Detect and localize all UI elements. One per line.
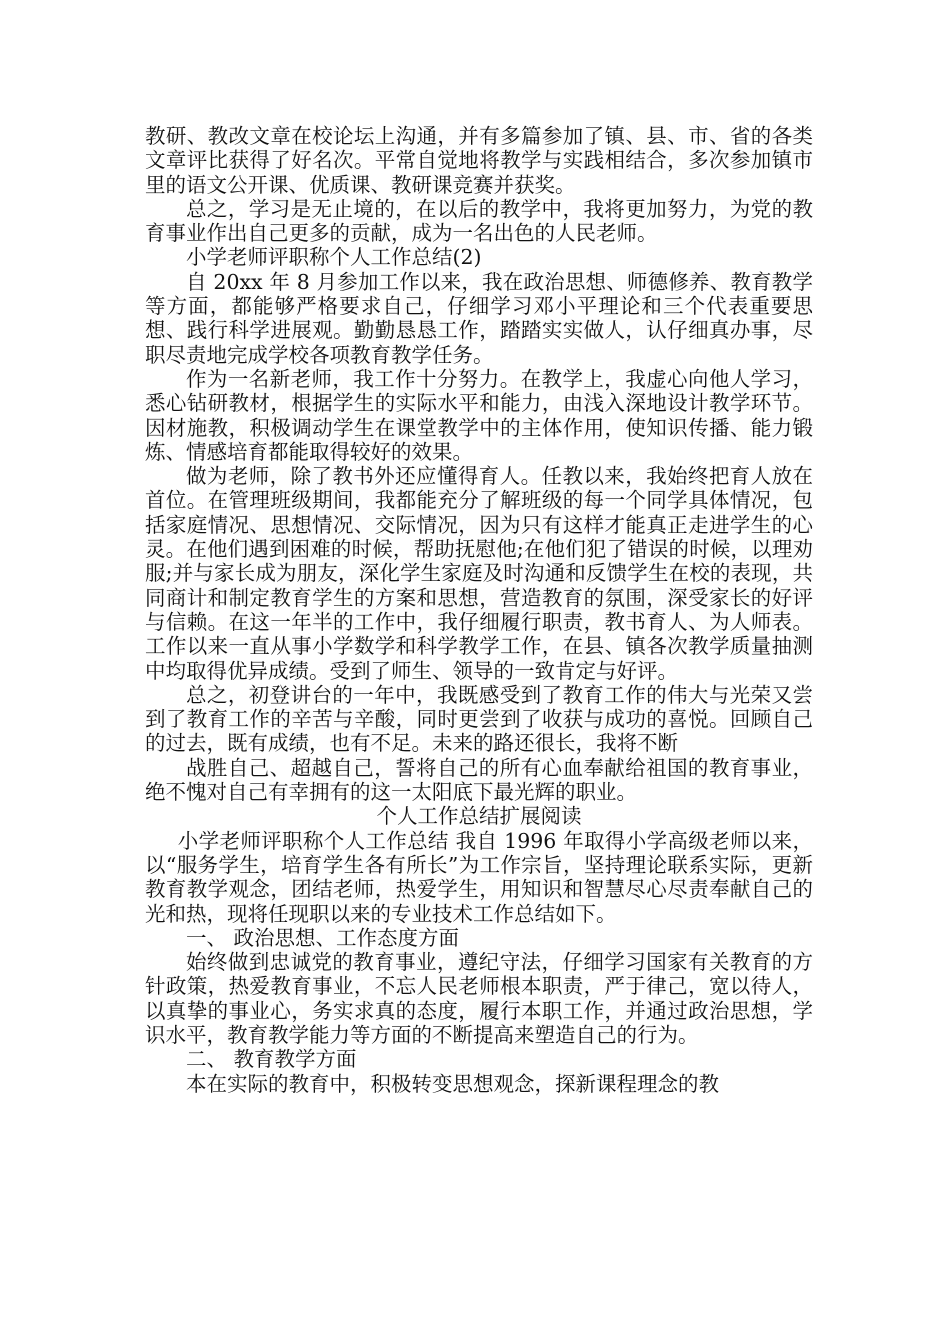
paragraph-conclusion: 总之，学习是无止境的，在以后的教学中，我将更加努力，为党的教育事业作出自己更多的贡献，成为一名出色的人民老师。 xyxy=(145,196,813,246)
paragraph: 自 20xx 年 8 月参加工作以来，我在政治思想、师德修养、教育教学等方面，都能够严格要求自己，仔细学习邓小平理论和三个代表重要思想、践行科学进展观。勤勤恳恳工作，踏踏实实做人，认仔细真办事，尽职尽责地完成学校各项教育教学任务。 xyxy=(145,269,813,367)
paragraph-continuation: 教研、教改文章在校论坛上沟通，并有多篇参加了镇、县、市、省的各类文章评比获得了好名次。平常自觉地将教学与实践相结合，多次参加镇市里的语文公开课、优质课、教研课竞赛并获奖。 xyxy=(145,124,813,197)
document-body xyxy=(145,124,813,1096)
paragraph: 战胜自己、超越自己，誓将自己的所有心血奉献给祖国的教育事业，绝不愧对自己有幸拥有的这一太阳底下最光辉的职业。 xyxy=(145,755,813,805)
subsection-heading: 二、 教育教学方面 xyxy=(186,1047,357,1072)
paragraph: 始终做到忠诚党的教育事业，遵纪守法，仔细学习国家有关教育的方针政策，热爱教育事业，不忘人民老师根本职责，严于律己，宽以待人，以真挚的事业心，务实求真的态度，履行本职工作，并通过政治思想，学识水平，教育教学能力等方面的不断提高来塑造自己的行为。 xyxy=(145,950,813,1047)
paragraph: 作为一名新老师，我工作十分努力。在教学上，我虚心向他人学习，悉心钻研教材，根据学生的实际水平和能力，由浅入深地设计教学环节。因材施教，积极调动学生在课堂教学中的主体作用，使知识传播、能力锻炼、情感培育都能取得较好的效果。 xyxy=(145,366,813,464)
extended-reading-heading: 个人工作总结扩展阅读 xyxy=(376,804,582,829)
paragraph: 做为老师，除了教书外还应懂得育人。任教以来，我始终把育人放在首位。在管理班级期间，我都能充分了解班级的每一个同学具体情况，包括家庭情况、思想情况、交际情况，因为只有这样才能真正走进学生的心灵。在他们遇到困难的时候，帮助抚慰他;在他们犯了错误的时候，以理劝服;并与家长成为朋友，深化学生家庭及时沟通和反馈学生在校的表现，共同商计和制定教育学生的方案和思想，营造教育的氛围，深受家长的好评与信赖。在这一年半的工作中，我仔细履行职责，教书育人、为人师表。工作以来一直从事小学数学和科学教学工作，在县、镇各次教学质量抽测中均取得优异成绩。受到了师生、领导的一致肯定与好评。 xyxy=(145,464,813,683)
paragraph: 小学老师评职称个人工作总结 我自 1996 年取得小学高级老师以来，以“服务学生，培育学生各有所长”为工作宗旨，坚持理论联系实际，更新教育教学观念，团结老师，热爱学生，用知识和智慧尽心尽责奉献自己的光和热，现将任现职以来的专业技术工作总结如下。 xyxy=(145,828,813,926)
section-heading: 小学老师评职称个人工作总结(2) xyxy=(186,245,482,270)
paragraph: 总之，初登讲台的一年中，我既感受到了教育工作的伟大与光荣又尝到了教育工作的辛苦与辛酸，同时更尝到了收获与成功的喜悦。回顾自己的过去，既有成绩，也有不足。未来的路还很长，我将不断 xyxy=(145,682,813,756)
paragraph: 本在实际的教育中，积极转变思想观念，探新课程理念的教 xyxy=(186,1071,719,1096)
subsection-heading: 一、 政治思想、工作态度方面 xyxy=(186,925,460,950)
